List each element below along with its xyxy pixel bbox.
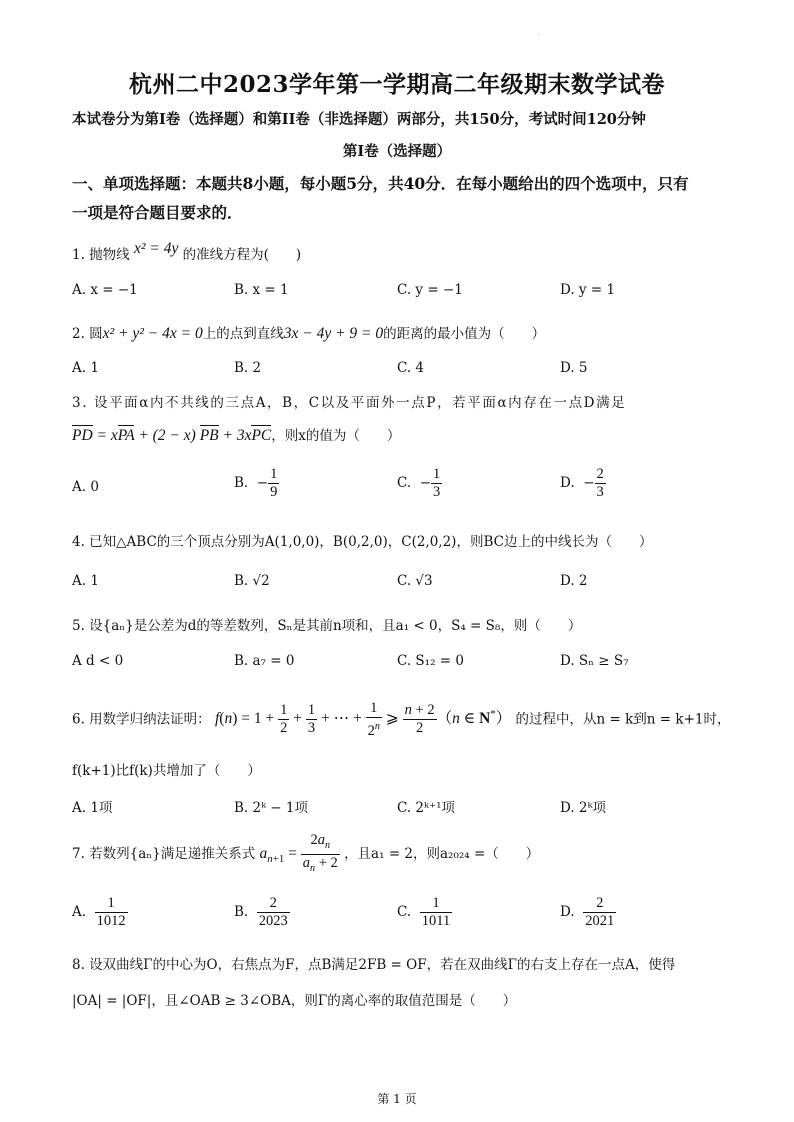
q1-option-a: A. x = −1 — [72, 282, 138, 298]
q7-option-c: C. $\frac{1}{1011}$ — [397, 895, 451, 929]
page-title: 杭州二中2023学年第一学期高二年级期末数学试卷 — [128, 71, 665, 98]
q6-text-pre: 6. 用数学归纳法证明： — [72, 711, 211, 728]
q5-option-a: A d < 0 — [72, 653, 124, 669]
q7-option-d: D. $\frac{2}{2021}$ — [560, 895, 615, 929]
q7-option-a: A. $\frac{1}{1012}$ — [72, 895, 126, 929]
question-3-line2: PD = xPA + (2 − x) PB + 3xPC，则x的值为（ ） — [72, 427, 401, 444]
q4-option-b: B. √2 — [234, 573, 270, 589]
q6-option-b: B. 2ᵏ − 1项 — [234, 800, 308, 816]
q7-option-b: B. $\frac{2}{2023}$ — [234, 895, 288, 929]
q4-option-d: D. 2 — [560, 573, 588, 589]
part-heading: 第I卷（选择题） — [342, 143, 452, 160]
question-2 — [72, 322, 545, 343]
q5-option-b: B. a₇ = 0 — [234, 653, 295, 669]
q6-option-c: C. 2ᵏ⁺¹项 — [397, 800, 455, 816]
question-5: 5. 设{aₙ}是公差为d的等差数列，Sₙ是其前n项和，且a₁ < 0，S₄ = S₈，则（ ） — [72, 618, 582, 634]
q3-option-b: B. − $\frac{1}{9}$ — [234, 466, 278, 500]
q2-option-d: D. 5 — [560, 360, 588, 376]
q2-text-mid: 上的点到直线 — [202, 326, 284, 342]
q7-text-pre: 7. 若数列{aₙ}满足递推关系式 — [72, 845, 256, 862]
q1-option-d: D. y = 1 — [560, 282, 616, 298]
question-1 — [72, 240, 302, 264]
q3-vector-equation: PD = xPA + (2 − x) PB + 3xPC — [72, 427, 272, 444]
q2-text-pre: 2. 圆 — [72, 326, 103, 342]
section-heading-line1: 一、单项选择题：本题共8小题，每小题5分，共40分．在每小题给出的四个选项中，只有 — [72, 174, 689, 193]
page-number: 第 1 页 — [377, 1092, 417, 1106]
q3-option-c: C. − $\frac{1}{3}$ — [397, 466, 441, 500]
question-6-line1 — [72, 700, 730, 740]
q1-text-pre: 1. 抛物线 — [72, 247, 130, 263]
question-8-line2: |OA| = |OF|，且∠OAB ≥ 3∠OBA，则Γ的离心率的取值范围是（ ） — [72, 993, 517, 1009]
q2-option-c: C. 4 — [397, 360, 425, 376]
q3-option-d: D. − $\frac{2}{3}$ — [560, 466, 604, 500]
q2-text-post: 的距离的最小值为（ ） — [383, 326, 546, 342]
q2-math-line: 3x − 4y + 9 = 0 — [283, 325, 384, 342]
q6-option-d: D. 2ᵏ项 — [560, 800, 606, 816]
q6-formula: f(n) = 1 + $\frac{1}{2}$ + $\frac{1}{3}$ + ⋯ + $\frac{1}{2^n}$ ⩾ $\frac{n + 2}{2}$ （n ∈ N*） — [214, 700, 512, 739]
q6-text-post: 的过程中，从n = k到n = k+1时， — [515, 711, 731, 728]
q5-option-d: D. Sₙ ≥ S₇ — [560, 653, 629, 669]
q4-option-a: A. 1 — [72, 573, 99, 589]
q1-option-b: B. x = 1 — [234, 282, 289, 298]
exam-note: 本试卷分为第I卷（选择题）和第II卷（非选择题）两部分，共150分，考试时间120分钟 — [72, 111, 646, 128]
q7-recurrence: $a_{n+1}$ = $\frac{2a_n}{a_n + 2}$ — [259, 832, 338, 874]
q5-option-c: C. S₁₂ = 0 — [397, 653, 464, 669]
q6-option-a: A. 1项 — [72, 800, 113, 816]
q1-option-c: C. y = −1 — [397, 282, 463, 298]
q7-text-post: ，且a₁ = 2，则a₂₀₂₄ =（ ） — [344, 845, 540, 862]
question-8-line1: 8. 设双曲线Γ的中心为O，右焦点为F，点B满足2FB = OF，若在双曲线Γ的右支上存在一点A，使得 — [72, 957, 676, 973]
q3-option-a: A. 0 — [72, 479, 99, 495]
q3-text-post: 则x的值为（ ） — [284, 428, 401, 444]
scan-dot: . — [538, 30, 540, 37]
q2-option-a: A. 1 — [72, 360, 99, 376]
q2-math-circle: x² + y² − 4x = 0 — [102, 325, 203, 342]
section-heading-line2: 一项是符合题目要求的． — [72, 203, 243, 222]
q2-option-b: B. 2 — [234, 360, 262, 376]
question-6-line2: f(k+1)比f(k)共增加了（ ） — [72, 763, 261, 779]
question-7 — [72, 832, 539, 877]
q4-option-c: C. √3 — [397, 573, 433, 589]
q1-text-post: 的准线方程为( ) — [182, 247, 302, 263]
question-4: 4. 已知△ABC的三个顶点分别为A(1,0,0)，B(0,2,0)，C(2,0,2)，则BC边上的中线长为（ ） — [72, 534, 653, 550]
q1-math: x² = 4y — [133, 240, 179, 257]
question-3-line1: 3. 设平面α内不共线的三点A，B，C以及平面外一点P，若平面α内存在一点D满足 — [72, 395, 627, 411]
